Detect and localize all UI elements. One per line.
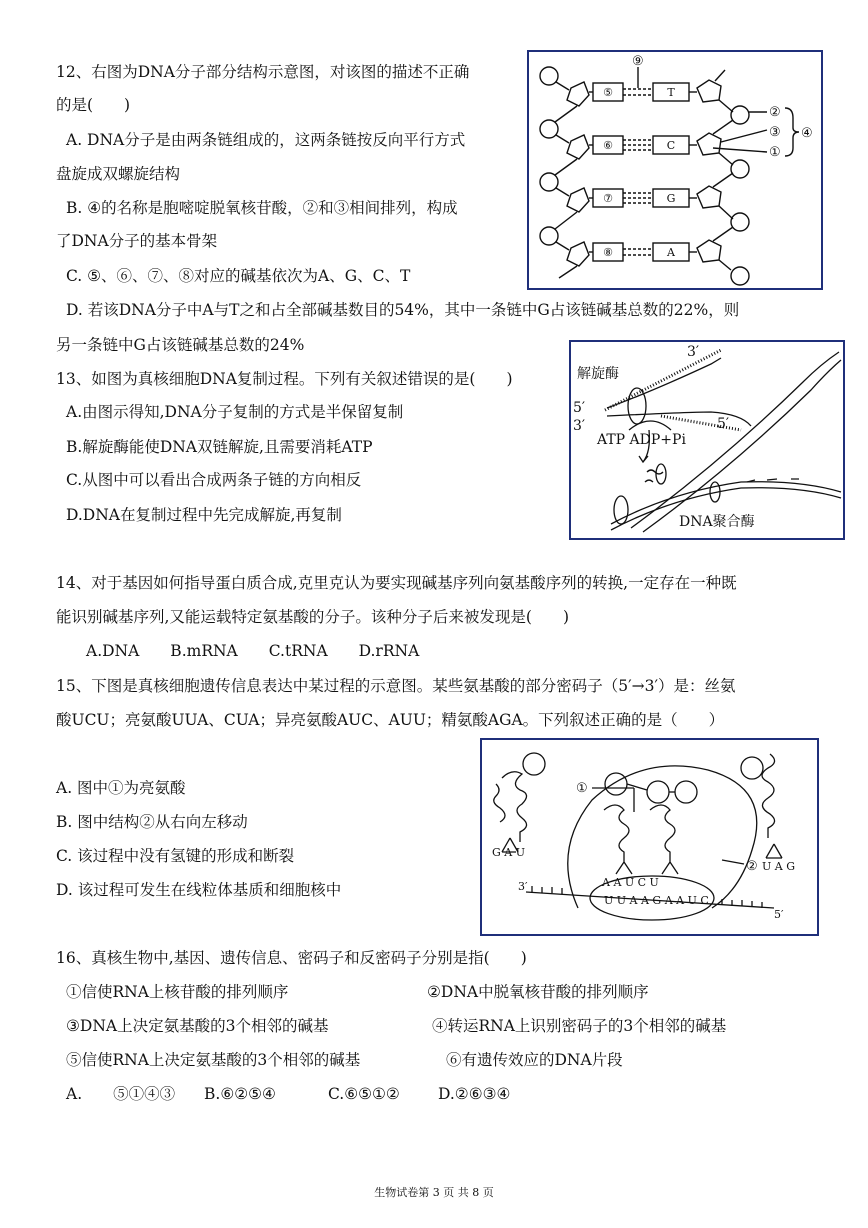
- q13-option-c: C.从图中可以看出合成两条子链的方向相反: [66, 471, 362, 489]
- polymerase-label: DNA聚合酶: [679, 514, 755, 530]
- label-4: ④: [801, 126, 813, 141]
- q16-statement-2: ②DNA中脱氧核苷酸的排列顺序: [427, 983, 649, 1001]
- base-label-left: ⑧: [603, 246, 613, 259]
- q13-stem: 13、如图为真核细胞DNA复制过程。下列有关叙述错误的是( ): [56, 370, 513, 388]
- label-2: ②: [769, 105, 781, 120]
- q15-option-c: C. 该过程中没有氢键的形成和断裂: [56, 847, 295, 865]
- dna-structure-diagram: [529, 52, 821, 288]
- phosphate-circle: [540, 173, 558, 191]
- q12-option-a-line2: 盘旋成双螺旋结构: [56, 165, 181, 183]
- mrna-codon-sequence: U U A A G A A U C: [604, 894, 709, 907]
- phosphate-circle: [540, 120, 558, 138]
- sugar-pentagon: [697, 133, 721, 155]
- prime-3-top: 3′: [687, 344, 700, 360]
- q12-option-d-line2: 另一条链中G占该链碱基总数的24%: [56, 336, 305, 354]
- q15-stem-line2: 酸UCU；亮氨酸UUA、CUA；异亮氨酸AUC、AUU；精氨酸AGA。下列叙述正确的是（ ）: [56, 711, 725, 729]
- label-2: ②: [746, 859, 758, 874]
- q12-option-b-line1: B. ④的名称是胞嘧啶脱氧核苷酸，②和③相间排列，构成: [66, 199, 458, 217]
- base-label-left: ⑦: [603, 192, 613, 205]
- phosphate-circle: [540, 67, 558, 85]
- sugar-pentagon: [697, 240, 721, 262]
- q14-stem-line1: 14、对于基因如何指导蛋白质合成,克里克认为要实现碱基序列向氨基酸序列的转换,一定存在一种既: [56, 574, 737, 592]
- left-anticodon: G A U: [492, 846, 525, 859]
- q12-stem-line2: 的是( ): [56, 96, 131, 114]
- anticodon-sequence: A A U C U: [602, 876, 659, 889]
- q15-option-b: B. 图中结构②从右向左移动: [56, 813, 248, 831]
- page-footer: 生物试卷第 3 页 共 8 页: [374, 1186, 494, 1199]
- base-letter: C: [666, 139, 676, 152]
- translation-figure: [480, 738, 819, 936]
- q16-statement-3: ③DNA上决定氨基酸的3个相邻的碱基: [66, 1017, 329, 1035]
- q15-option-a: A. 图中①为亮氨酸: [56, 779, 186, 797]
- q16-option-a: A. ⑤①④③: [66, 1085, 176, 1103]
- q16-option-c: C.⑥⑤①②: [328, 1085, 400, 1103]
- translation-diagram: [482, 740, 817, 934]
- phosphate-circle: [731, 213, 749, 231]
- sugar-pentagon: [567, 242, 589, 266]
- q12-option-d-line1: D. 若该DNA分子中A与T之和占全部碱基数目的54%，其中一条链中G占该链碱基总数的22%，则: [66, 301, 740, 319]
- phosphate-circle: [731, 106, 749, 124]
- prime-3-left: 3′: [573, 418, 586, 434]
- q14-stem-line2: 能识别碱基序列,又能运载特定氨基酸的分子。该种分子后来被发现是( ): [56, 608, 570, 626]
- phosphate-circle: [731, 267, 749, 285]
- dna-structure-figure: [527, 50, 823, 290]
- q12-option-b-line2: 了DNA分子的基本骨架: [56, 232, 218, 250]
- ribosome-large: [568, 766, 757, 908]
- label-9: ⑨: [632, 54, 644, 69]
- q16-statement-1: ①信使RNA上核苷酸的排列顺序: [66, 983, 289, 1001]
- q13-option-a: A.由图示得知,DNA分子复制的方式是半保留复制: [66, 403, 404, 421]
- right-anticodon: U A G: [762, 860, 795, 873]
- q14-options: A.DNA B.mRNA C.tRNA D.rRNA: [86, 642, 420, 660]
- base-letter: G: [666, 192, 676, 205]
- label-3: ③: [769, 125, 781, 140]
- base-label-left: ⑤: [603, 86, 613, 99]
- base-letter: T: [667, 86, 675, 99]
- helicase-label: 解旋酶: [577, 366, 619, 382]
- base-label-left: ⑥: [603, 139, 613, 152]
- label-1: ①: [576, 781, 588, 796]
- prime-3: 3′: [518, 880, 528, 893]
- sugar-pentagon: [697, 80, 721, 102]
- sugar-pentagon: [567, 135, 589, 159]
- sugar-pentagon: [567, 82, 589, 106]
- q12-stem-line1: 12、右图为DNA分子部分结构示意图，对该图的描述不正确: [56, 63, 470, 81]
- q12-option-a-line1: A. DNA分子是由两条链组成的，这两条链按反向平行方式: [66, 131, 466, 149]
- atp-label: ATP ADP+Pi: [597, 432, 686, 448]
- q15-option-d: D. 该过程可发生在线粒体基质和细胞核中: [56, 881, 342, 899]
- q16-statement-5: ⑤信使RNA上决定氨基酸的3个相邻的碱基: [66, 1051, 361, 1069]
- q16-stem: 16、真核生物中,基因、遗传信息、密码子和反密码子分别是指( ): [56, 949, 527, 967]
- q16-statement-6: ⑥有遗传效应的DNA片段: [446, 1051, 623, 1069]
- sugar-pentagon: [697, 186, 721, 208]
- phosphate-circle: [540, 227, 558, 245]
- q16-statement-4: ④转运RNA上识别密码子的3个相邻的碱基: [432, 1017, 727, 1035]
- phosphate-circle: [731, 160, 749, 178]
- q13-option-d: D.DNA在复制过程中先完成解旋,再复制: [66, 506, 342, 524]
- q13-option-b: B.解旋酶能使DNA双链解旋,且需要消耗ATP: [66, 438, 373, 456]
- q16-option-d: D.②⑥③④: [438, 1085, 511, 1103]
- prime-5-right: 5′: [717, 416, 730, 432]
- prime-5-left: 5′: [573, 400, 586, 416]
- dna-replication-figure: [569, 340, 845, 540]
- label-1: ①: [769, 145, 781, 160]
- q12-option-c: C. ⑤、⑥、⑦、⑧对应的碱基依次为A、G、C、T: [66, 267, 411, 285]
- q16-option-b: B.⑥②⑤④: [204, 1085, 276, 1103]
- sugar-pentagon: [567, 188, 589, 212]
- base-letter: A: [667, 246, 675, 259]
- prime-5: 5′: [774, 908, 784, 921]
- dna-replication-diagram: [571, 342, 843, 538]
- q15-stem-line1: 15、下图是真核细胞遗传信息表达中某过程的示意图。某些氨基酸的部分密码子（5′→3′）是：丝氨: [56, 677, 736, 695]
